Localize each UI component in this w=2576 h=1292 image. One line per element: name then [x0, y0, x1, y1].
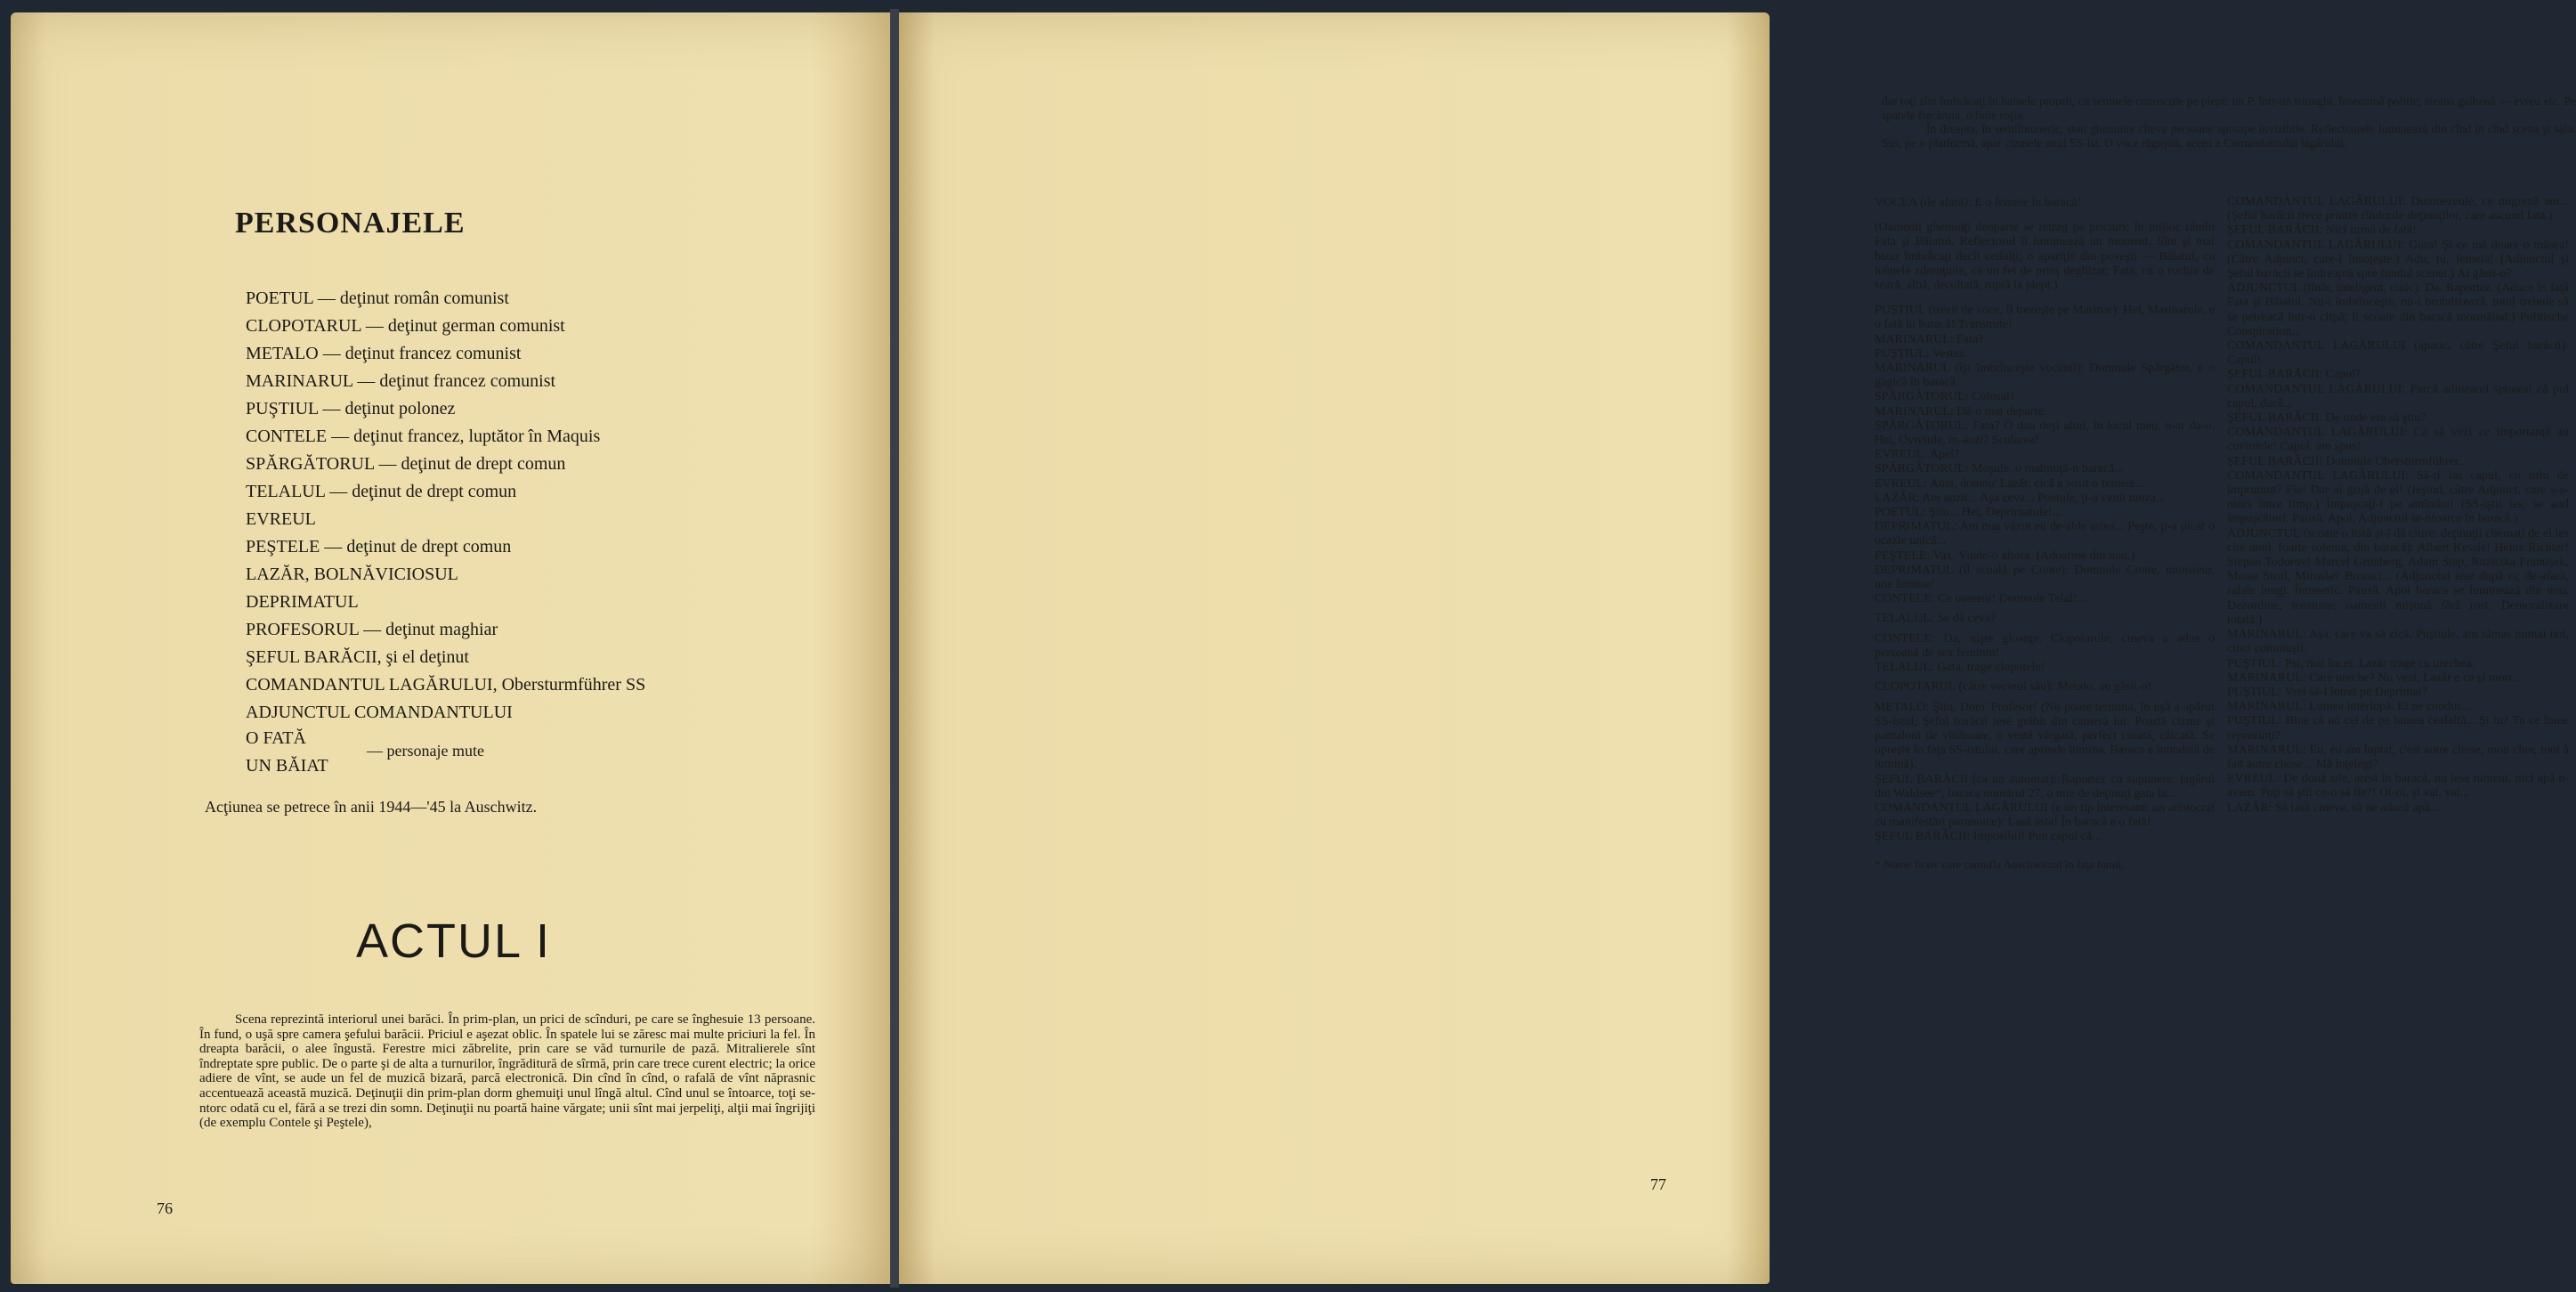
dialogue-line: ADJUNCTUL (scoate o listă şi-i dă citire: deţinuţii chemaţi de el ies cîte unul, foarte solemn, din baracă): Albert Kessie! Heinz Richter! Stepan Todorov! Marcel Grünberg, Adam Stap, Ruzicika Frantişek, Moise Strul, Miroslav Bronici... (Adjunctul iese după ei; de-afară, rafale lungi. Întuneric. Pauză. Apoi baraca se luminează din nou. Dezordine, tensiune; oamenii mişună fără rost. Demoralizare totală.) — [2227, 526, 2569, 627]
scene-description: Scena reprezintă interiorul unei barăci. În prim-plan, un prici de scînduri, pe care se înghesuie 13 persoane. În fund, o uşă spre camera şefului barăcii. Priciul e aşezat oblic. În spatele lui se zăresc mai multe priciuri la fel. În dreapta barăcii, o alee îngustă. Ferestre mici zăbrelite, prin care se văd turnurile de pază. Mitralierele sînt îndreptate spre public. De o parte şi de alta a turnurilor, îngrăditură de sîrmă, prin care trece curent electric; la orice adiere de vînt, se aude un fel de muzică bizară, parcă electronică. Din cînd în cînd, o rafală de vînt năprasnic accentuează această muzică. Deţinuţii din prim-plan dorm ghemuiţi unul lîngă altul. Cînd unul se întoarce, toţi se-ntorc odată cu el, fără a se trezi din somn. Deţinuţii nu poartă haine vărgate; unii sînt mai jerpeliţi, alţii mai îngrijiţi (de exemplu Contele şi Peştele), — [199, 1012, 815, 1131]
dialogue-line: ADJUNCTUL (tînăr, inteligent, cinic): Da. Raportez. (Aduce în faţă Fata şi Băiatul. Nu-i îmbrînceşte, nu-i brutalizează, totul trebuie să se petreacă într-o clipă; îi scoate din baracă mormăind.) Politische Conspiration... — [2227, 281, 2569, 338]
cast-member: TELALUL — deţinut de drept comun — [246, 482, 517, 501]
book-gutter — [890, 9, 899, 1288]
dialogue-line: PUŞTIUL: Pst, mai încet. Lazăr trage cu urechea. — [2227, 656, 2475, 670]
dialogue-line: DEPRIMATUL: Am mai văzut eu de-alde astea... Peşte, ţi-a picat o ocazie unică... — [1875, 520, 2215, 548]
cast-member: PROFESORUL — deţinut maghiar — [246, 620, 498, 639]
dialogue-line: MARINARUL (îşi îmbrînceşte vecinul): Domnule Spărgător, e o gagică în baracă. — [1875, 362, 2215, 390]
cast-member: POETUL — deţinut român comunist — [246, 288, 509, 308]
cast-member: DEPRIMATUL — [246, 592, 359, 612]
dialogue-line: COMANDANTUL LAGĂRULUI: Ca să vezi ce importanţă au cuvintele! Capul, am spus! — [2227, 426, 2569, 454]
dialogue-line: MARINARUL: Care ureche? Nu vezi, Lazăr e ca şi mort... — [2227, 670, 2522, 685]
dialogue-line: COMANDANTUL LAGĂRULUI (e un tip interesant: un aristocrat cu manifestări paranoice): Lasă asta! În baracă e o fată! — [1875, 800, 2215, 830]
dialogue-line: TELALUL: Se dă ceva? — [1875, 612, 1997, 626]
dialogue-line: PUŞTIUL: Bine că nu cei de pe lumea cealaltă... Şi tu? Tu ce lume reprezinţi? — [2227, 714, 2569, 743]
mute-characters — [246, 725, 328, 780]
dialogue-line: CONTELE: Da, nişte gloanţe. Clopotarule, cineva a adus o persoană de sex feminin! — [1875, 631, 2215, 660]
dialogue-line: ŞEFUL BARĂCII: De unde era să ştiu? — [2227, 411, 2426, 426]
dialogue-line: SPĂRGĂTORUL: Moşule, o maimuţă-n baracă... — [1875, 462, 2124, 476]
dialogue-line: MARINARUL: Dă-o mai departe. — [1875, 404, 2046, 418]
mute-character: UN BĂIAT — [246, 756, 328, 776]
cast-member: COMANDANTUL LAGĂRULUI, Obersturmführer SS — [246, 675, 646, 695]
cast-member: CLOPOTARUL — deţinut german comunist — [246, 316, 565, 336]
dialogue-line: COMANDANTUL LAGĂRULUI (apatic, către Şeful barăcii): Capul! — [2227, 339, 2569, 368]
cast-member: PUŞTIUL — deţinut polonez — [246, 399, 456, 418]
mute-note: — personaje mute — [367, 742, 484, 760]
act-title: ACTUL I — [356, 914, 552, 968]
cast-member: PEŞTELE — deţinut de drept comun — [246, 537, 512, 557]
stage-direction: (Oamenii ghemuiţi deoparte se retrag pe priciuri; în mijloc rămîn Fata şi Băiatul. Reflectorul îi luminează un moment. Sînt şi mai bizar îmbrăcaţi decît ceilalţi; o apariţie din poveşti — Băiatul, cu hainele zdrenţuite, ca un fel de prinţ deghizat; Fata, cu o rochie de seară, albă, decoltată, ruptă la piept.) — [1875, 221, 2215, 293]
dialogue-line: PUŞTIUL: Vrei să-l întrei pe Deprimat? — [2227, 685, 2427, 699]
dialogue-line: COMANDANTUL LAGĂRULUI: Să-ţi las capul, cu titlu de împrumut? Fie! Dar ai grijă de el! (Ieşind, către Adjunct, care s-a-ntors între timp.) Împuşcaţi-i pe amîndoi! (SS-iştii ies; se aud împuşcături. Pauză. Apoi, Adjunctul se-ntoarce în baracă.) — [2227, 468, 2569, 526]
intro-paragraph: dar toţi sînt îmbrăcaţi în hainele proprii, cu semnele cunoscute pe piept: un P, într-un triunghi, înseamnă politic; steaua galbenă — evreu etc. Pe spatele fiecăruia, o linie roşie. — [1882, 94, 2576, 122]
stage-directions-intro — [1882, 94, 2576, 150]
cast-list — [246, 285, 645, 727]
cast-member: SPĂRGĂTORUL — deţinut de drept comun — [246, 454, 566, 474]
cast-member: LAZĂR, BOLNĂVICIOSUL — [246, 565, 458, 584]
cast-member: MARINARUL — deţinut francez comunist — [246, 371, 556, 391]
dialogue-line: ŞEFUL BARĂCII: Capul? — [2227, 368, 2361, 382]
dialogue-line: EVREUL: De două zile, arest în baracă, nu iese nimeni, nici apă n-avem. Poţi să ştii ce-o să fie?! Oi-oi, şi vai, vai... — [2227, 772, 2569, 800]
dialogue-line: COMANDANTUL LAGĂRULUI: Parcă adineaori spuneai că pui capul, dacă... — [2227, 382, 2569, 410]
dialogue-line: MARINARUL: Fata? — [1875, 332, 1984, 346]
left-page — [11, 12, 890, 1284]
dialogue-line: LAZĂR: Să iasă cineva, să ne aducă apă... — [2227, 800, 2440, 815]
dialogue-line: PEŞTELE: Vax. Vinde-o altora. (Adoarme din nou.) — [1875, 548, 2135, 563]
dialogue-line: EVREUL: Apel? — [1875, 448, 1960, 462]
cast-member: ADJUNCTUL COMANDANTULUI — [246, 703, 513, 722]
dialogue-line: ŞEFUL BARĂCII: Nici urmă de fată! — [2227, 223, 2417, 238]
dialogue-line: MARINARUL: Lumea interlopă. Ei ne conduc... — [2227, 700, 2472, 714]
dialogue-line: PUŞTIUL: Vestea. — [1875, 346, 1968, 361]
dialogue-line: DEPRIMATUL (îl scoală pe Conte): Domnule Conte, monsieur, une femme! — [1875, 563, 2215, 592]
dialogue-line: MARINARUL: Eu, eu am luptat, c'est autre chose, mon cher, tout à fait autre chose... Mă înţelegi? — [2227, 743, 2569, 771]
mute-character: O FATĂ — [246, 728, 306, 748]
cast-title: PERSONAJELE — [235, 207, 466, 240]
cast-member: CONTELE — deţinut francez, luptător în Maquis — [246, 427, 601, 446]
cast-member: METALO — deţinut francez comunist — [246, 344, 522, 363]
intro-paragraph: În dreapta, în semiîntuneric, stau ghemuite cîteva persoane aproape invizibile. Reflectoarele luminează din cînd în cînd scena şi sala. Sus, pe o platformă, apar cizmele unui SS-ist. O voce răguşită, aceea a Comandantului lagărului. — [1882, 122, 2576, 150]
dialogue-line: CONTELE: Ce oameni! Domnule Telal!... — [1875, 592, 2086, 606]
dialogue-line: LAZĂR: Am auzit... Aşa ceva... Poetule, ţi-a venit muza... — [1875, 491, 2166, 505]
dialogue-line: VOCEA (de afară): E o femeie în baracă! — [1875, 196, 2082, 209]
dialogue-line: PUŞTIUL (trezit de voce, îl trezeşte pe Marinar): Hei, Marinarule, e o fată în baracă! Transmite! — [1875, 304, 2215, 332]
dialogue-line: SPĂRGĂTORUL: Colosal! — [1875, 390, 2014, 404]
dialogue-line: METALO: Ştiu, Dom' Profesor! (Nu poate termina, în uşă a apărut SS-istul; Şeful barăcii iese grăbit din camera lui. Poartă cizme şi pantaloni de vînătoare, o vestă vărgată, perfect curată, călcată. Se opreşte în faţa SS-istului, care aprinde lumina. Baraca e inundată de lumină). — [1875, 700, 2215, 772]
dialogue-line: POETUL: Ştiu... Hei, Deprimatule!... — [1875, 506, 2062, 520]
dialogue-line: COMANDANTUL LAGĂRULUI: Gura! Şi ce mă doare o măsea! (Către Adjunct, care-l însoţeşte.) Adu, tu, femeia! (Adjunctul şi Şeful barăcii se îndreaptă spre fundul scenei.) Ai găsit-o? — [2227, 238, 2569, 281]
right-page — [899, 12, 2576, 1284]
page-number: 76 — [157, 1199, 173, 1217]
dialogue-column-right — [2227, 195, 2569, 816]
dialogue-column-left — [1875, 196, 2215, 872]
dialogue-line: MARINARUL: Aşa, care va să zică, Puştiule, am rămas numai noi, cinci comunişti. — [2227, 628, 2569, 656]
page-number: 77 — [1650, 1175, 1666, 1193]
dialogue-line: SPĂRGĂTORUL: Fata? O dau deşi altul, în locul meu, n-ar da-o. Hei, Ovreiule, m-auzi? Scularea! — [1875, 418, 2215, 448]
cast-member: EVREUL — [246, 509, 316, 529]
dialogue-line: ŞEFUL BARĂCII: Domnule Obersturmführer... — [2227, 454, 2468, 468]
dialogue-line: CLOPOTARUL (către vecinul său): Metalo, au găsit-o! — [1875, 680, 2152, 695]
dialogue-line: EVREUL: Auzi, domnu' Lazăr, cică a sosit o femeie... — [1875, 476, 2145, 491]
footnote: * Nume fictiv care camufla Auschwitzul în faţa lumii. — [1875, 857, 2125, 871]
cast-member: ŞEFUL BARĂCII, şi el deţinut — [246, 647, 469, 667]
dialogue-line: ŞEFUL BARĂCII (ca un automat): Raportez cu supunere: lagărul din Waldsee*, baraca numărul 27, o mie de deţinuţi gata la... — [1875, 772, 2215, 800]
setting-line: Acţiunea se petrece în anii 1944—'45 la Auschwitz. — [205, 798, 538, 816]
dialogue-line: ŞEFUL BARĂCII: Imposibil! Pun capul că... — [1875, 830, 2102, 844]
dialogue-line: COMANDANTUL LAGĂRULUI: Dumnezeule, ce migrenă am... (Şeful barăcii trece printre rîndurile deţinuţilor, care ascund fata.) — [2227, 195, 2569, 223]
dialogue-line: TELALUL: Gata, trage clopotele! — [1875, 661, 2045, 675]
